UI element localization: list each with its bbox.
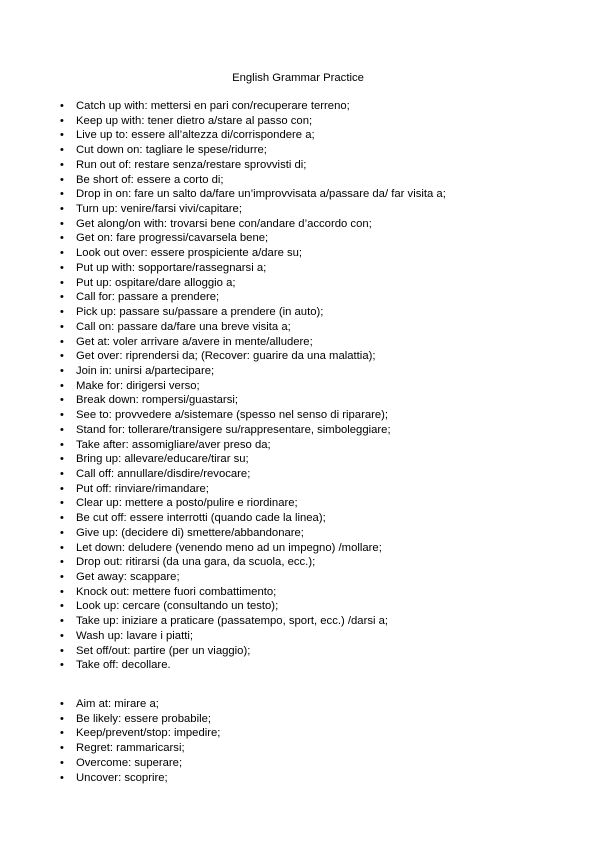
list-item-text: Take after: assomigliare/aver preso da;	[76, 438, 271, 451]
phrasal-verbs-list	[56, 99, 576, 673]
bullet-icon: •	[60, 423, 64, 436]
bullet-icon: •	[60, 526, 64, 539]
list-item-text: Look out over: essere prospiciente a/dare su;	[76, 247, 303, 260]
list-item-text: Call off: annullare/disdire/revocare;	[76, 467, 251, 480]
list-item	[56, 741, 576, 756]
list-item	[56, 173, 576, 188]
list-item	[56, 452, 576, 467]
list-item	[56, 261, 576, 276]
list-item	[56, 349, 576, 364]
bullet-icon: •	[60, 629, 64, 642]
list-item-text: Regret: rammaricarsi;	[76, 742, 185, 755]
list-item-text: Live up to: essere all’altezza di/corrispondere a;	[76, 129, 315, 142]
list-item-text: Make for: dirigersi verso;	[76, 379, 200, 392]
bullet-icon: •	[60, 571, 64, 583]
bullet-icon: •	[60, 232, 64, 245]
bullet-icon: •	[60, 541, 64, 554]
list-item	[56, 555, 576, 570]
bullet-icon: •	[60, 335, 64, 348]
bullet-icon: •	[60, 453, 64, 466]
bullet-icon: •	[60, 756, 64, 769]
list-item-text: Clear up: mettere a posto/pulire e riordinare;	[76, 497, 298, 510]
list-item-text: Get away: scappare;	[76, 571, 180, 583]
list-item-text: Let down: deludere (venendo meno ad un impegno) /mollare;	[76, 541, 382, 554]
bullet-icon: •	[60, 158, 64, 171]
bullet-icon: •	[60, 306, 64, 319]
list-item	[56, 187, 576, 202]
list-item-text: Get at: voler arrivare a/avere in mente/alludere;	[76, 335, 313, 348]
list-item	[56, 629, 576, 644]
list-item	[56, 423, 576, 438]
list-item-text: Wash up: lavare i piatti;	[76, 629, 193, 642]
list-item	[56, 438, 576, 453]
bullet-icon: •	[60, 742, 64, 755]
list-item-text: Call for: passare a prendere;	[76, 291, 220, 304]
bullet-icon: •	[60, 698, 64, 710]
bullet-icon: •	[60, 217, 64, 230]
list-item	[56, 393, 576, 408]
list-item-text: Run out of: restare senza/restare sprovvisti di;	[76, 158, 307, 171]
bullet-icon: •	[60, 615, 64, 628]
list-item	[56, 217, 576, 232]
list-item-text: Catch up with: mettersi en pari con/recuperare terreno;	[76, 100, 350, 112]
list-item	[56, 771, 576, 786]
bullet-icon: •	[60, 350, 64, 363]
list-item	[56, 467, 576, 482]
bullet-icon: •	[60, 394, 64, 407]
bullet-icon: •	[60, 467, 64, 480]
list-item	[56, 143, 576, 158]
list-item-text: Set off/out: partire (per un viaggio);	[76, 644, 251, 657]
list-item	[56, 335, 576, 350]
list-item-text: Be short of: essere a corto di;	[76, 173, 224, 186]
list-item-text: Aim at: mirare a;	[76, 698, 159, 710]
bullet-icon: •	[60, 144, 64, 157]
list-item-text: Break down: rompersi/guastarsi;	[76, 394, 238, 407]
bullet-icon: •	[60, 364, 64, 377]
bullet-icon: •	[60, 409, 64, 422]
list-item	[56, 541, 576, 556]
bullet-icon: •	[60, 276, 64, 289]
list-item-text: Call on: passare da/fare una breve visita a;	[76, 320, 291, 333]
list-item-text: Join in: unirsi a/partecipare;	[76, 364, 215, 377]
list-item	[56, 99, 576, 114]
list-item	[56, 408, 576, 423]
bullet-icon: •	[60, 497, 64, 510]
list-item-text: Get over: riprendersi da; (Recover: guarire da una malattia);	[76, 350, 376, 363]
bullet-icon: •	[60, 512, 64, 525]
list-item-text: Overcome: superare;	[76, 756, 183, 769]
bullet-icon: •	[60, 291, 64, 304]
list-item-text: Take off: decollare.	[76, 659, 171, 672]
list-item-text: See to: provvedere a/sistemare (spesso nel senso di riparare);	[76, 409, 389, 422]
list-item	[56, 231, 576, 246]
list-item-text: Be cut off: essere interrotti (quando cade la linea);	[76, 512, 326, 525]
list-item	[56, 379, 576, 394]
bullet-icon: •	[60, 438, 64, 451]
list-item	[56, 697, 576, 712]
list-item-text: Bring up: allevare/educare/tirar su;	[76, 453, 249, 466]
list-item-text: Get on: fare progressi/cavarsela bene;	[76, 232, 269, 245]
list-item-text: Put up with: sopportare/rassegnarsi a;	[76, 261, 267, 274]
list-item-text: Stand for: tollerare/transigere su/rappresentare, simboleggiare;	[76, 423, 391, 436]
list-item	[56, 246, 576, 261]
list-item	[56, 526, 576, 541]
list-item	[56, 644, 576, 659]
list-item-text: Look up: cercare (consultando un testo);	[76, 600, 279, 613]
list-item	[56, 614, 576, 629]
list-item-text: Drop out: ritirarsi (da una gara, da scuola, ecc.);	[76, 556, 316, 569]
list-item	[56, 496, 576, 511]
bullet-icon: •	[60, 600, 64, 613]
bullet-icon: •	[60, 114, 64, 127]
list-item-text: Get along/on with: trovarsi bene con/andare d’accordo con;	[76, 217, 372, 230]
list-item-text: Knock out: mettere fuori combattimento;	[76, 585, 277, 598]
list-item-text: Pick up: passare su/passare a prendere (in auto);	[76, 306, 324, 319]
bullet-icon: •	[60, 173, 64, 186]
bullet-icon: •	[60, 188, 64, 201]
bullet-icon: •	[60, 712, 64, 725]
list-item-text: Put off: rinviare/rimandare;	[76, 482, 209, 495]
bullet-icon: •	[60, 247, 64, 260]
list-item-text: Turn up: venire/farsi vivi/capitare;	[76, 203, 242, 216]
verbs-list	[56, 697, 576, 785]
bullet-icon: •	[60, 585, 64, 598]
list-item	[56, 712, 576, 727]
bullet-icon: •	[60, 379, 64, 392]
list-item	[56, 726, 576, 741]
list-item	[56, 511, 576, 526]
list-item-text: Uncover: scoprire;	[76, 771, 168, 784]
bullet-icon: •	[60, 261, 64, 274]
bullet-icon: •	[60, 100, 64, 112]
bullet-icon: •	[60, 203, 64, 216]
list-item	[56, 364, 576, 379]
bullet-icon: •	[60, 727, 64, 740]
list-item	[56, 158, 576, 173]
list-item	[56, 114, 576, 129]
list-item-text: Keep/prevent/stop: impedire;	[76, 727, 221, 740]
list-item	[56, 320, 576, 335]
list-item	[56, 658, 576, 673]
list-item	[56, 128, 576, 143]
list-item	[56, 276, 576, 291]
list-item	[56, 756, 576, 771]
bullet-icon: •	[60, 129, 64, 142]
list-item-text: Give up: (decidere di) smettere/abbandonare;	[76, 526, 304, 539]
bullet-icon: •	[60, 556, 64, 569]
list-item	[56, 305, 576, 320]
bullet-icon: •	[60, 482, 64, 495]
bullet-icon: •	[60, 320, 64, 333]
list-item	[56, 585, 576, 600]
list-item	[56, 290, 576, 305]
list-item	[56, 599, 576, 614]
list-item	[56, 202, 576, 217]
list-item	[56, 570, 576, 585]
document-title: English Grammar Practice	[232, 72, 364, 84]
list-item-text: Put up: ospitare/dare alloggio a;	[76, 276, 236, 289]
list-item-text: Drop in on: fare un salto da/fare un’improvvisata a/passare da/ far visita a;	[76, 188, 446, 201]
bullet-icon: •	[60, 771, 64, 784]
list-item-text: Take up: iniziare a praticare (passatempo, sport, ecc.) /darsi a;	[76, 615, 389, 628]
list-item-text: Keep up with: tener dietro a/stare al passo con;	[76, 114, 313, 127]
bullet-icon: •	[60, 659, 64, 672]
list-item	[56, 482, 576, 497]
list-item-text: Be likely: essere probabile;	[76, 712, 212, 725]
bullet-icon: •	[60, 644, 64, 657]
list-item-text: Cut down on: tagliare le spese/ridurre;	[76, 144, 267, 157]
